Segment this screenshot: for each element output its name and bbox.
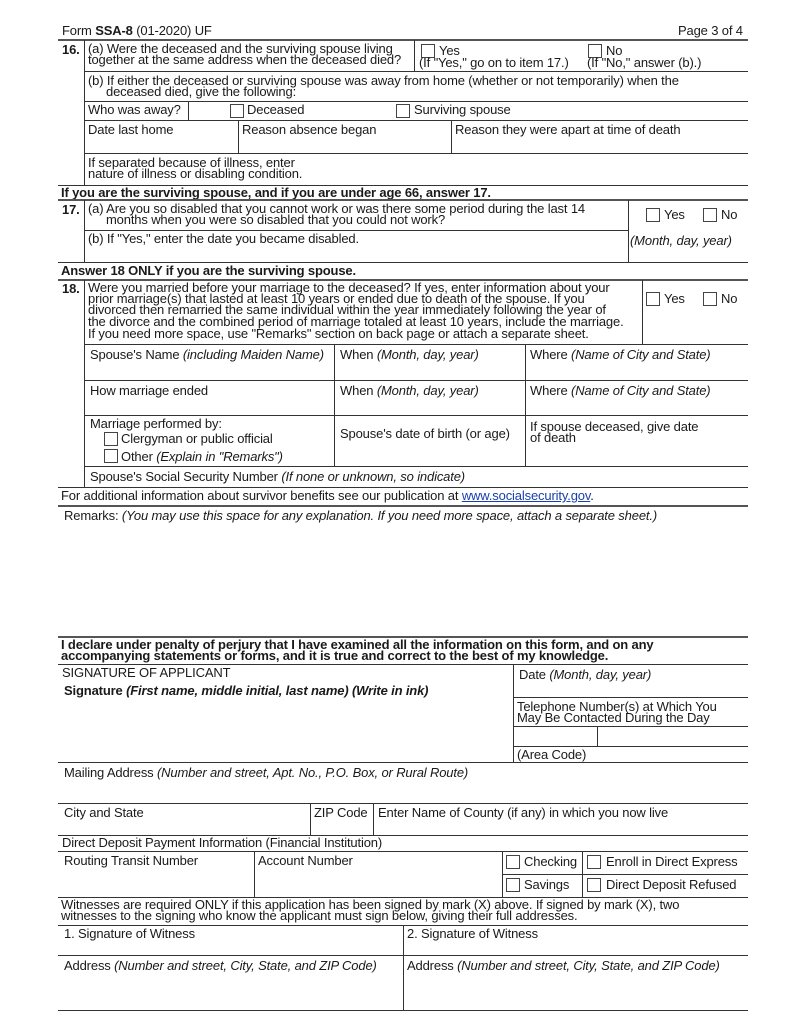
checking-label: Checking xyxy=(524,854,577,869)
address-hint: (Number and street, City, State, and ZIP Code) xyxy=(457,958,720,973)
divider xyxy=(310,803,311,835)
q18-text-3: divorced then remarried the same individual within the year immediately following the year of xyxy=(88,302,606,317)
remarks-label: Remarks: xyxy=(64,508,122,523)
witness-2-signature-field[interactable]: 2. Signature of Witness xyxy=(407,926,538,941)
form-revision: (01-2020) UF xyxy=(132,23,212,38)
address-label: Address xyxy=(64,958,115,973)
q16a-no-note: (If "No," answer (b).) xyxy=(587,55,702,70)
ssa-website-link[interactable]: www.socialsecurity.gov xyxy=(461,488,591,503)
q16a-text-2: together at the same address when the deceased died? xyxy=(88,52,402,67)
remarks-field[interactable] xyxy=(64,510,657,522)
q18-text-5: If you need more space, use "Remarks" section on back page or attach a separate sheet. xyxy=(88,326,589,341)
q16b-text-1: (b) If either the deceased or surviving spouse was away from home (whether or not temporarily) when the xyxy=(88,73,679,88)
clergyman-label: Clergyman or public official xyxy=(121,431,273,446)
instruction-18: Answer 18 ONLY if you are the surviving spouse. xyxy=(61,263,356,278)
q17-yes-checkbox[interactable] xyxy=(646,208,660,222)
additional-info-text: For additional information about survivor benefits see our publication at xyxy=(61,488,462,503)
date-of-death-field[interactable]: If spouse deceased, give date xyxy=(530,419,699,434)
instruction-17: If you are the surviving spouse, and if you are under age 66, answer 17. xyxy=(61,185,491,200)
remarks-hint: (You may use this space for any explanation. If you need more space, attach a separate sheet.) xyxy=(121,508,658,523)
witness-1-signature-field[interactable]: 1. Signature of Witness xyxy=(64,926,195,941)
account-number-field[interactable]: Account Number xyxy=(258,853,353,868)
illness-field-2: nature of illness or disabling condition. xyxy=(88,166,303,181)
mailing-label: Mailing Address xyxy=(64,765,157,780)
reason-absence-field[interactable]: Reason absence began xyxy=(242,122,377,137)
divider xyxy=(451,120,452,153)
q17a-text-1: (a) Are you so disabled that you cannot work or was there some period during the last 14 xyxy=(88,201,585,216)
witness-2-address-field[interactable] xyxy=(407,960,720,972)
other-label xyxy=(121,451,283,463)
marriage-where-field[interactable] xyxy=(530,349,710,361)
divider xyxy=(84,280,85,487)
signature-label: Signature xyxy=(64,683,127,698)
deceased-checkbox[interactable] xyxy=(230,104,244,118)
page-number: Page 3 of 4 xyxy=(678,23,743,38)
divider xyxy=(58,505,748,507)
witness-text-1: Witnesses are required ONLY if this application has been signed by mark (X) above. If signed by mark (X), two xyxy=(61,897,680,912)
divider xyxy=(254,851,255,897)
divider xyxy=(84,344,748,345)
direct-express-label: Enroll in Direct Express xyxy=(606,854,738,869)
address-hint: (Number and street, City, State, and ZIP Code) xyxy=(114,958,377,973)
area-code-label: (Area Code) xyxy=(517,747,587,762)
surviving-spouse-checkbox[interactable] xyxy=(396,104,410,118)
divider xyxy=(84,380,748,381)
when-hint: (Month, day, year) xyxy=(376,347,479,362)
ssn-hint: (If none or unknown, so indicate) xyxy=(281,469,465,484)
item-16-number: 16. xyxy=(62,42,80,57)
deceased-label: Deceased xyxy=(247,102,305,117)
signature-heading: SIGNATURE OF APPLICANT xyxy=(62,665,231,680)
when-label: When xyxy=(340,383,377,398)
q16a-text-1: (a) Were the deceased and the surviving spouse living xyxy=(88,41,393,56)
declaration-2: accompanying statements or forms, and it is true and correct to the best of my knowledge. xyxy=(61,648,609,663)
period: . xyxy=(590,488,594,503)
deposit-refused-label: Direct Deposit Refused xyxy=(606,877,737,892)
where-hint: (Name of City and State) xyxy=(571,347,711,362)
date-field[interactable] xyxy=(519,669,651,681)
divider xyxy=(84,120,748,121)
divider xyxy=(84,466,748,467)
where-label: Where xyxy=(530,383,572,398)
divider xyxy=(525,344,526,466)
form-id xyxy=(62,25,212,37)
signature-hint: (First name, middle initial, last name) (Write in ink) xyxy=(126,683,429,698)
when-label: When xyxy=(340,347,377,362)
ended-where-field[interactable] xyxy=(530,385,710,397)
how-ended-field[interactable]: How marriage ended xyxy=(90,383,208,398)
q16a-no-label: No xyxy=(606,43,623,58)
ended-when-field[interactable] xyxy=(340,385,479,397)
area-code-input[interactable] xyxy=(514,727,596,746)
phone-label-2: May Be Contacted During the Day xyxy=(517,710,710,725)
q16a-yes-note: (If "Yes," go on to item 17.) xyxy=(419,55,569,70)
savings-checkbox[interactable] xyxy=(506,878,520,892)
divider xyxy=(58,1010,748,1011)
mailing-hint: (Number and street, Apt. No., P.O. Box, or Rural Route) xyxy=(156,765,469,780)
q17b-field[interactable]: (b) If "Yes," enter the date you became disabled. xyxy=(88,231,359,246)
divider xyxy=(403,925,404,1010)
divider xyxy=(513,664,514,762)
illness-field-1[interactable]: If separated because of illness, enter xyxy=(88,155,295,170)
ssn-label: Spouse's Social Security Number xyxy=(90,469,282,484)
q16a-yes-label: Yes xyxy=(439,43,460,58)
mailing-address-field[interactable] xyxy=(64,767,468,779)
who-away-label: Who was away? xyxy=(88,102,181,117)
marriage-when-field[interactable] xyxy=(340,349,479,361)
q18-no-label: No xyxy=(721,291,738,306)
checking-checkbox[interactable] xyxy=(506,855,520,869)
q17a-text-2: months when you were so disabled that you could not work? xyxy=(106,212,446,227)
zip-field[interactable]: ZIP Code xyxy=(314,805,368,820)
divider xyxy=(628,200,629,262)
address-label: Address xyxy=(407,958,458,973)
q16b-text-2: deceased died, give the following: xyxy=(106,84,297,99)
q18-text-4: the divorce and the combined period of marriage totaled at least 10 years, include the marriage. xyxy=(88,314,624,329)
deposit-refused-checkbox[interactable] xyxy=(587,878,601,892)
declaration-1: I declare under penalty of perjury that I have examined all the information on this form, and on any xyxy=(61,637,654,652)
item-18-number: 18. xyxy=(62,281,80,296)
divider xyxy=(642,280,643,344)
divider xyxy=(84,153,748,154)
divider xyxy=(58,955,748,956)
divider xyxy=(84,40,85,185)
spouse-ssn-field[interactable] xyxy=(90,471,465,483)
other-hint: (Explain in "Remarks") xyxy=(156,449,283,464)
other-text: Other xyxy=(121,449,157,464)
q17-no-label: No xyxy=(721,207,738,222)
additional-info xyxy=(61,490,594,502)
divider xyxy=(334,344,335,466)
divider xyxy=(502,874,748,875)
clergyman-checkbox[interactable] xyxy=(104,432,118,446)
form-number: SSA-8 xyxy=(95,23,133,38)
signature-field[interactable] xyxy=(64,685,428,697)
phone-label-1: Telephone Number(s) at Which You xyxy=(517,699,717,714)
date-last-home-field[interactable]: Date last home xyxy=(88,122,174,137)
divider xyxy=(58,851,748,852)
witness-text-2: witnesses to the signing who know the applicant must sign below, giving their full addresses. xyxy=(61,908,578,923)
q18-text-2: prior marriage(s) that lasted at least 10 years or ended due to death of the spouse. If you xyxy=(88,291,585,306)
q18-yes-checkbox[interactable] xyxy=(646,292,660,306)
where-hint: (Name of City and State) xyxy=(571,383,711,398)
divider xyxy=(58,803,748,804)
other-checkbox[interactable] xyxy=(104,449,118,463)
form-prefix: Form xyxy=(62,23,96,38)
divider xyxy=(373,803,374,835)
q18-no-checkbox[interactable] xyxy=(703,292,717,306)
county-field[interactable]: Enter Name of County (if any) in which you now live xyxy=(378,805,669,820)
where-label: Where xyxy=(530,347,572,362)
witness-1-address-field[interactable] xyxy=(64,960,377,972)
divider xyxy=(414,40,415,71)
divider xyxy=(58,762,748,763)
spouse-dob-field[interactable]: Spouse's date of birth (or age) xyxy=(340,426,510,441)
phone-number-input[interactable] xyxy=(598,727,748,746)
savings-label: Savings xyxy=(524,877,570,892)
divider xyxy=(84,71,748,72)
spouse-name-label: Spouse's Name xyxy=(90,347,183,362)
q17-no-checkbox[interactable] xyxy=(703,208,717,222)
divider xyxy=(188,101,189,120)
direct-express-checkbox[interactable] xyxy=(587,855,601,869)
routing-number-field[interactable]: Routing Transit Number xyxy=(64,853,198,868)
date-hint: (Month, day, year) xyxy=(549,667,652,682)
spouse-name-hint: (including Maiden Name) xyxy=(182,347,324,362)
q17b-date-hint: (Month, day, year) xyxy=(630,233,732,248)
performed-by-label: Marriage performed by: xyxy=(90,416,222,431)
surviving-spouse-label: Surviving spouse xyxy=(414,102,511,117)
q18-text-1: Were you married before your marriage to the deceased? If yes, enter information about your xyxy=(88,280,610,295)
date-label: Date xyxy=(519,667,550,682)
date-of-death-label-2: of death xyxy=(530,430,576,445)
q17-yes-label: Yes xyxy=(664,207,685,222)
when-hint: (Month, day, year) xyxy=(376,383,479,398)
q18-yes-label: Yes xyxy=(664,291,685,306)
divider xyxy=(238,120,239,153)
reason-apart-field[interactable]: Reason they were apart at time of death xyxy=(455,122,681,137)
divider xyxy=(84,200,85,262)
divider xyxy=(513,697,748,698)
spouse-name-field[interactable] xyxy=(90,349,324,361)
deposit-heading: Direct Deposit Payment Information (Financial Institution) xyxy=(62,835,383,850)
city-state-field[interactable]: City and State xyxy=(64,805,144,820)
item-17-number: 17. xyxy=(62,202,80,217)
